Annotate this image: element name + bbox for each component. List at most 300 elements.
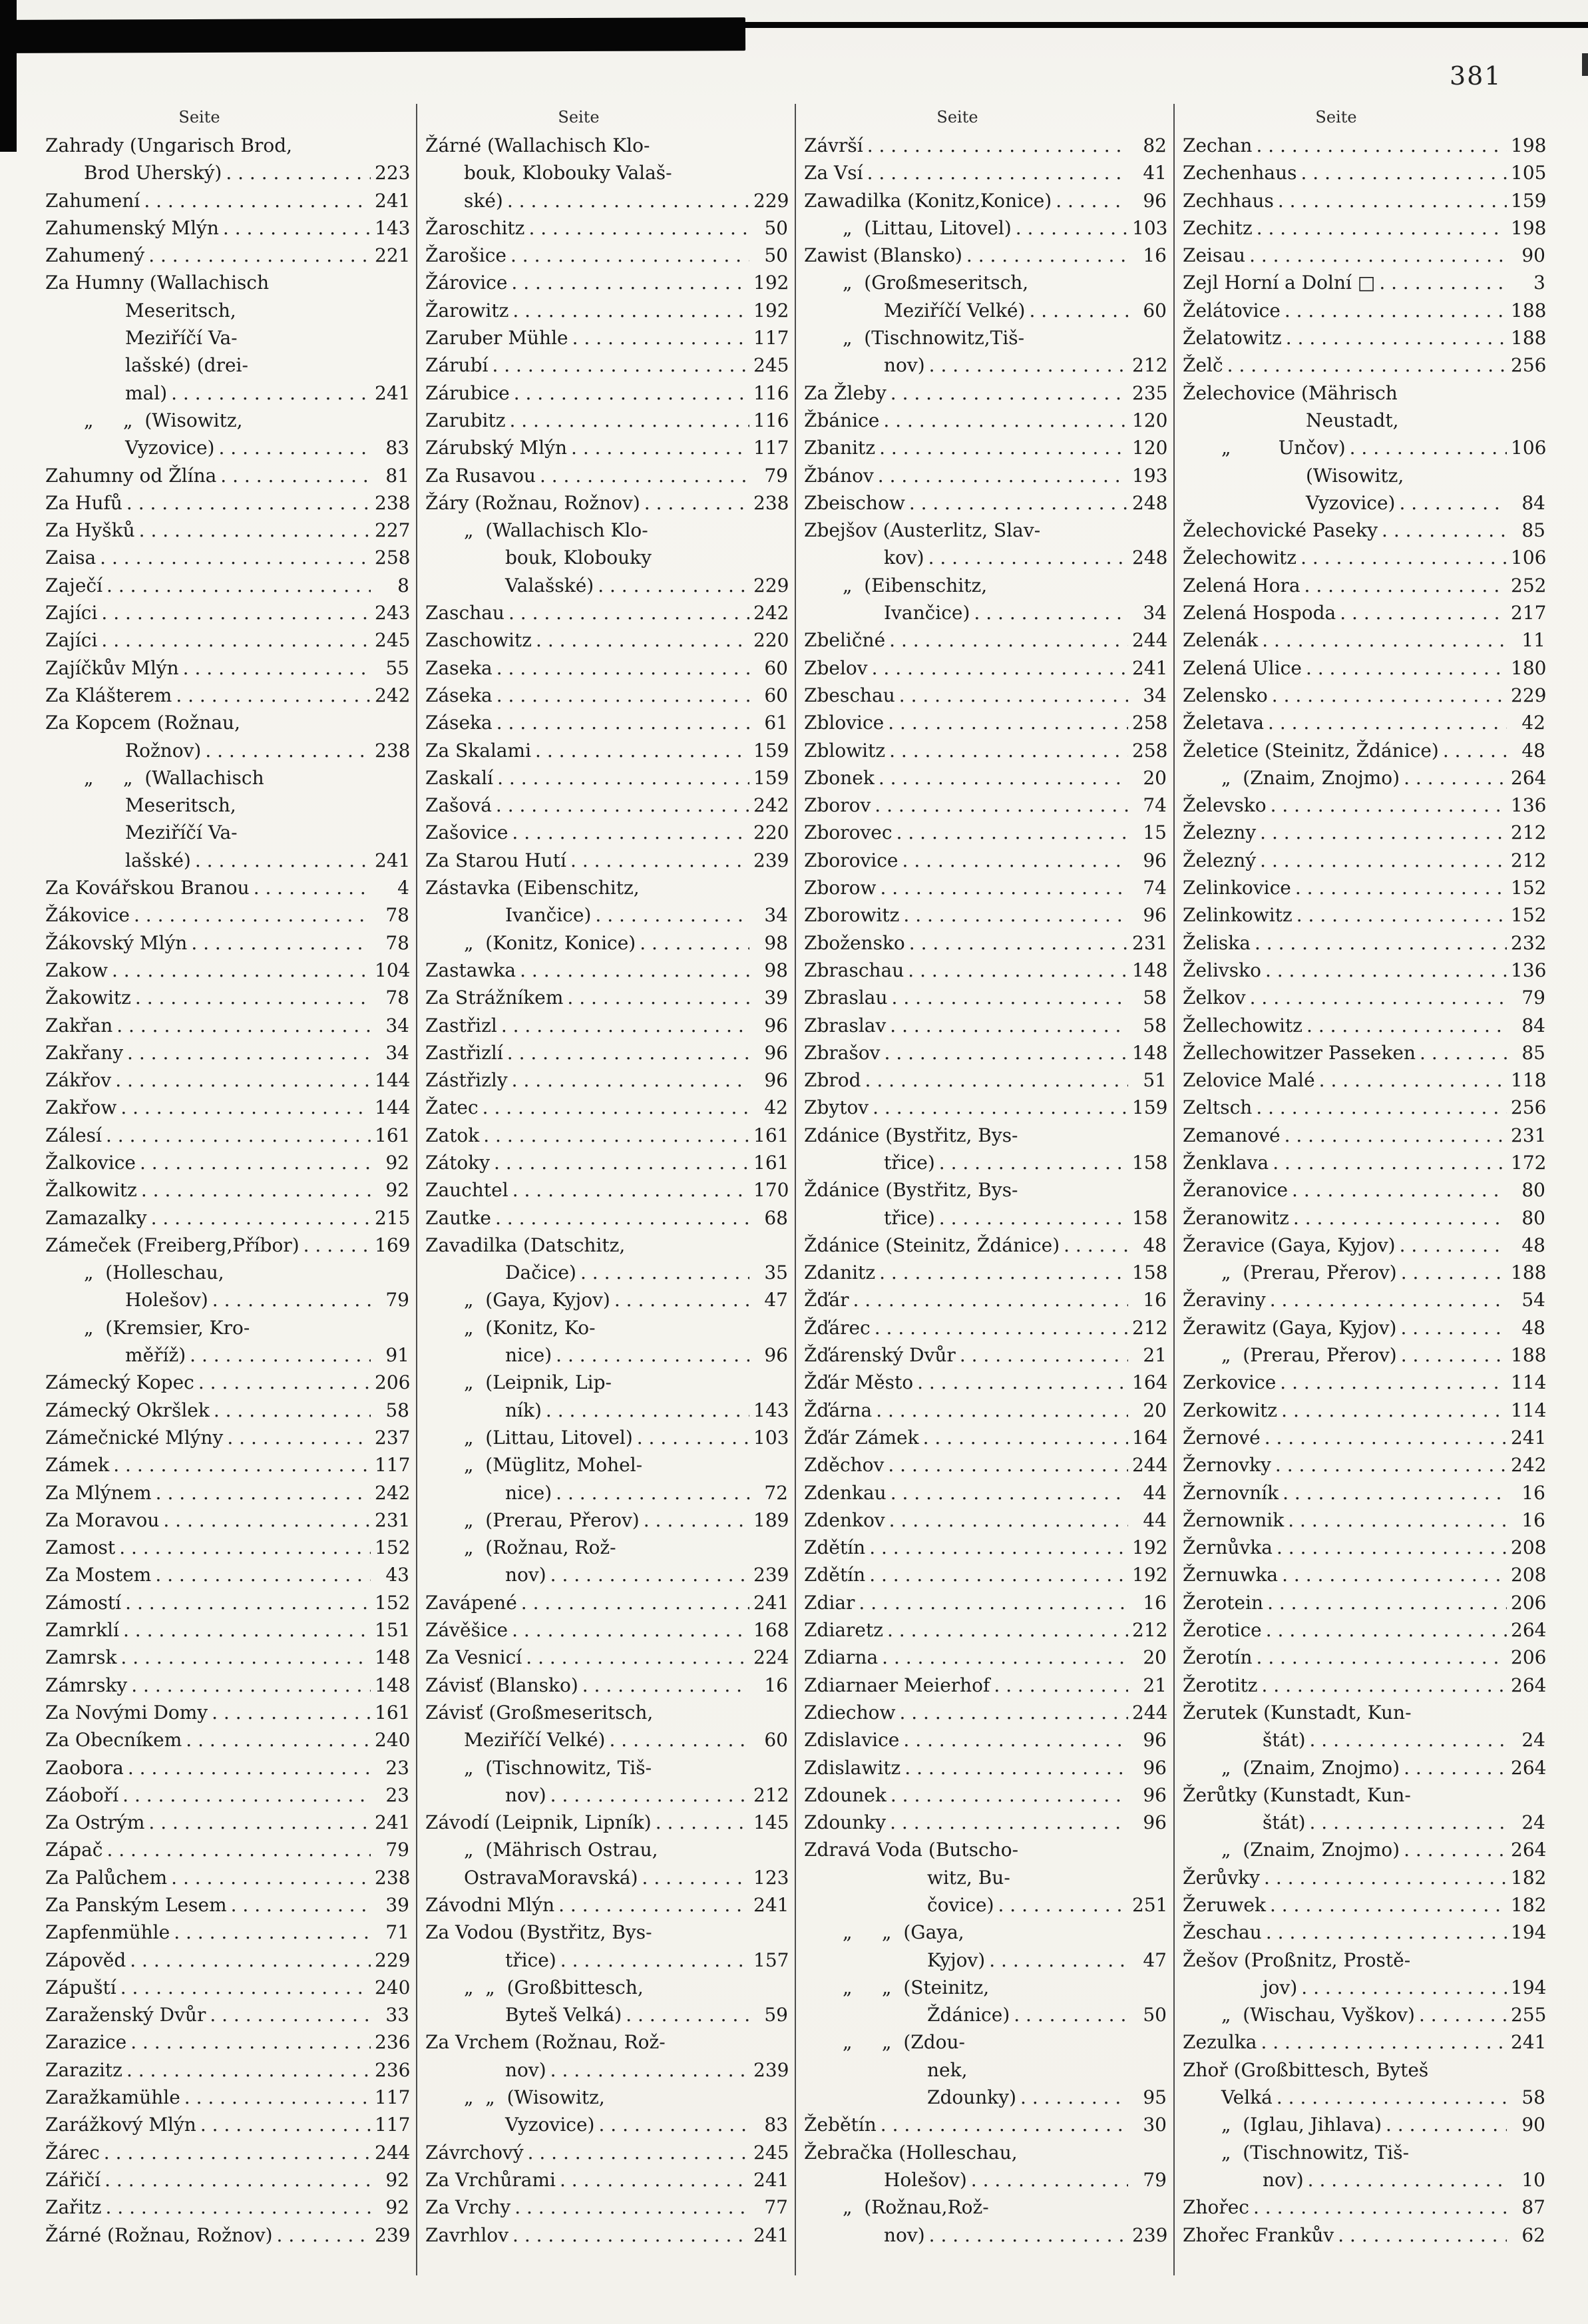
entry-page-number: 48: [1521, 1316, 1545, 1339]
dot-leader: [572, 324, 749, 351]
entry-page-number: 242: [753, 794, 789, 817]
entry-page-number: 106: [1511, 547, 1547, 569]
index-entry-line: [425, 2001, 788, 2028]
entry-text: Zaisa: [45, 547, 97, 569]
entry-page-number: 34: [764, 904, 788, 927]
dot-leader: [1260, 847, 1507, 874]
entry-text: Závisť (Großmeseritsch,: [425, 1701, 654, 1724]
index-entry-line: [45, 544, 409, 571]
index-entry-line: [425, 1204, 788, 1232]
entry-page-number: 192: [753, 272, 789, 294]
entry-page-number: 96: [764, 1344, 788, 1367]
entry-text: „ „ (Steinitz,: [843, 1976, 990, 1998]
index-entry-line: [425, 1947, 788, 1974]
index-entry-line: [1183, 1314, 1545, 1341]
entry-text: Zámečnické Mlýny: [45, 1426, 224, 1449]
dot-leader: [867, 159, 1128, 186]
dot-leader: [891, 1781, 1128, 1809]
index-entry-line: [804, 1232, 1167, 1259]
entry-text: Zdánice (Bystřitz, Bys-: [804, 1124, 1018, 1146]
entry-text: Zaskalí: [425, 766, 494, 789]
dot-leader: [130, 1947, 371, 1974]
index-entry-line: [45, 1039, 409, 1066]
entry-text: Za Vesnicí: [425, 1646, 522, 1669]
entry-text: „ (Konitz, Ko-: [464, 1316, 596, 1339]
entry-page-number: 20: [1143, 1646, 1167, 1669]
index-entry-line: [425, 1891, 788, 1919]
index-entry-line: [804, 1039, 1167, 1066]
dot-leader: [902, 847, 1128, 874]
dot-leader: [521, 1589, 749, 1616]
entry-page-number: 158: [1132, 1262, 1168, 1284]
entry-text: „ (Prerau, Přerov): [1221, 1344, 1397, 1367]
entry-page-number: 96: [764, 1069, 788, 1092]
index-column: [795, 104, 1173, 2275]
entry-page-number: 91: [385, 1344, 409, 1367]
entry-page-number: 161: [753, 1151, 789, 1174]
index-entry-line: [804, 517, 1167, 544]
entry-text: Žešov (Proßnitz, Prostě-: [1183, 1949, 1411, 1971]
index-entry-line: [45, 2056, 409, 2084]
index-columns: [37, 104, 1552, 2275]
dot-leader: [878, 462, 1128, 489]
dot-leader: [151, 1204, 371, 1232]
dot-leader: [875, 792, 1128, 819]
entry-page-number: 98: [764, 931, 788, 954]
index-entry-line: [804, 1094, 1167, 1121]
entry-page-number: 237: [375, 1426, 411, 1449]
index-entry-line: [1183, 297, 1545, 324]
dot-leader: [1268, 709, 1507, 736]
entry-page-number: 248: [1132, 547, 1168, 569]
dot-leader: [896, 819, 1128, 846]
index-entry-line: [1183, 929, 1545, 957]
dot-leader: [501, 1012, 749, 1039]
entry-page-number: 143: [753, 1399, 789, 1421]
entry-page-number: 39: [385, 1894, 409, 1916]
index-entry-line: [1183, 709, 1545, 736]
entry-text: Zbanitz: [804, 437, 876, 459]
entry-text: štát): [1263, 1729, 1306, 1751]
dot-leader: [644, 489, 749, 517]
entry-page-number: 96: [1143, 1729, 1167, 1751]
index-entry-line: [804, 1451, 1167, 1479]
index-entry-line: [45, 489, 409, 517]
entry-text: Žárec: [45, 2141, 100, 2164]
index-entry-line: [45, 1589, 409, 1616]
dot-leader: [888, 709, 1128, 736]
index-entry-line: [45, 682, 409, 709]
index-entry-line: [804, 159, 1167, 186]
entry-text: Zbrod: [804, 1069, 861, 1092]
entry-page-number: 117: [753, 327, 789, 349]
entry-page-number: 152: [375, 1591, 411, 1614]
entry-page-number: 60: [1143, 299, 1167, 322]
entry-text: Zbraslau: [804, 987, 888, 1009]
index-entry-line: [1183, 1809, 1545, 1836]
dot-leader: [1420, 1039, 1507, 1066]
index-entry-line: [804, 379, 1167, 407]
index-entry-line: [45, 929, 409, 957]
entry-page-number: 78: [385, 904, 409, 927]
index-entry-line: [45, 1341, 409, 1369]
index-entry-line: [1183, 764, 1545, 792]
index-entry-line: [804, 1726, 1167, 1753]
entry-text: Zárubice: [425, 381, 510, 404]
entry-text: ník): [505, 1399, 542, 1421]
entry-page-number: 80: [1521, 1206, 1545, 1229]
dot-leader: [656, 1809, 749, 1836]
entry-page-number: 43: [385, 1564, 409, 1586]
entry-page-number: 231: [375, 1509, 411, 1531]
index-entry-line: [1183, 1947, 1545, 1974]
dot-leader: [174, 1919, 371, 1946]
index-entry-line: [1183, 214, 1545, 242]
entry-text: Zdravá Voda (Butscho-: [804, 1839, 1019, 1861]
entry-page-number: 264: [1511, 766, 1547, 789]
dot-leader: [126, 489, 371, 517]
dot-leader: [1443, 737, 1507, 764]
entry-text: Želatowitz: [1183, 327, 1282, 349]
entry-text: „ (Kremsier, Kro-: [84, 1316, 250, 1339]
dot-leader: [1029, 297, 1128, 324]
entry-page-number: 208: [1511, 1536, 1547, 1559]
entry-page-number: 92: [385, 1179, 409, 1202]
dot-leader: [116, 1012, 371, 1039]
dot-leader: [220, 462, 371, 489]
dot-leader: [113, 1451, 371, 1479]
entry-page-number: 83: [385, 437, 409, 459]
entry-text: nov): [505, 1564, 546, 1586]
entry-page-number: 106: [1511, 437, 1547, 459]
entry-text: Želiska: [1183, 931, 1251, 954]
dot-leader: [512, 1176, 749, 1204]
entry-text: „ (Rožnau, Rož-: [464, 1536, 616, 1559]
dot-leader: [909, 929, 1128, 957]
entry-page-number: 44: [1143, 1481, 1167, 1504]
entry-text: čovice): [927, 1894, 994, 1916]
index-entry-line: [1183, 874, 1545, 901]
entry-text: Zerkowitz: [1183, 1399, 1278, 1421]
index-entry-line: [45, 1204, 409, 1232]
dot-leader: [106, 1836, 371, 1863]
entry-text: OstravaMoravská): [464, 1866, 638, 1889]
entry-text: Zdenkau: [804, 1481, 887, 1504]
entry-text: „ (Wischau, Vyškov): [1221, 2004, 1415, 2026]
entry-text: „ (Tischnowitz, Tiš-: [464, 1756, 652, 1779]
index-entry-line: [1183, 2084, 1545, 2111]
entry-text: Meziříčí Va-: [125, 821, 238, 844]
dot-leader: [892, 984, 1128, 1011]
entry-text: Zdanitz: [804, 1262, 876, 1284]
index-entry-line: [1183, 269, 1545, 296]
dot-leader: [1267, 1589, 1507, 1616]
scan-artifact-top-line: [740, 22, 1588, 28]
index-entry-line: [804, 682, 1167, 709]
entry-page-number: 50: [1143, 2004, 1167, 2026]
entry-page-number: 220: [753, 629, 789, 652]
entry-text: Zdounky): [927, 2086, 1017, 2109]
index-entry-line: [425, 1644, 788, 1671]
entry-text: „ (Znaim, Znojmo): [1221, 1839, 1400, 1861]
index-entry-line: [1183, 1012, 1545, 1039]
entry-page-number: 143: [375, 216, 411, 239]
entry-text: Zatok: [425, 1124, 480, 1146]
index-entry-line: [1183, 2001, 1545, 2028]
entry-text: Zborov: [804, 794, 871, 817]
index-entry-line: [1183, 1836, 1545, 1863]
index-entry-line: [45, 2194, 409, 2221]
entry-text: Za Vodou (Bystřitz, Bys-: [425, 1921, 652, 1944]
entry-page-number: 117: [753, 437, 789, 459]
entry-text: Zdislawitz: [804, 1756, 901, 1779]
index-entry-line: [45, 1891, 409, 1919]
entry-page-number: 169: [375, 1234, 411, 1256]
dot-leader: [899, 682, 1128, 709]
entry-page-number: 240: [375, 1976, 411, 1998]
index-entry-line: [1183, 2194, 1545, 2221]
entry-page-number: 157: [753, 1949, 789, 1971]
entry-page-number: 245: [375, 629, 411, 652]
index-entry-line: [45, 1259, 409, 1286]
entry-text: Žeranowitz: [1183, 1206, 1289, 1229]
dot-leader: [1275, 1451, 1507, 1479]
index-entry-line: [425, 1589, 788, 1616]
entry-page-number: 244: [375, 2141, 411, 2164]
index-entry-line: [425, 1314, 788, 1341]
entry-text: „ (Tischnowitz,Tiš-: [843, 327, 1025, 349]
entry-text: Vyzovice): [1306, 491, 1396, 514]
index-entry-line: [804, 132, 1167, 159]
index-entry-line: [804, 1122, 1167, 1149]
dot-leader: [122, 1781, 371, 1809]
dot-leader: [891, 379, 1128, 407]
dot-leader: [873, 1094, 1128, 1121]
entry-text: Žatec: [425, 1096, 479, 1119]
index-entry-line: [804, 2166, 1167, 2194]
dot-leader: [1227, 351, 1507, 379]
entry-text: Želivsko: [1183, 959, 1261, 981]
index-entry-line: [45, 2028, 409, 2056]
entry-text: Zelená Hora: [1183, 574, 1300, 596]
index-entry-line: [804, 654, 1167, 682]
entry-page-number: 55: [385, 656, 409, 679]
entry-page-number: 117: [375, 1454, 411, 1477]
entry-text: Žarowitz: [425, 299, 509, 322]
entry-page-number: 120: [1132, 437, 1168, 459]
entry-text: jov): [1263, 1976, 1298, 1998]
index-entry-line: [425, 654, 788, 682]
entry-text: Za Ostrým: [45, 1811, 145, 1834]
entry-text: „ (Littau, Litovel): [843, 216, 1012, 239]
entry-page-number: 240: [375, 1729, 411, 1751]
entry-text: Žalkowitz: [45, 1179, 137, 1202]
index-entry-line: [804, 1864, 1167, 1891]
dot-leader: [960, 1341, 1128, 1369]
column-header-seite: Seite: [936, 108, 978, 126]
index-entry-line: [804, 1369, 1167, 1396]
index-entry-line: [45, 1176, 409, 1204]
entry-text: Za Hyšků: [45, 519, 135, 542]
dot-leader: [101, 626, 371, 654]
entry-text: Zápověd: [45, 1949, 126, 1971]
index-entry-line: [804, 2111, 1167, 2138]
entry-text: Zárubí: [425, 354, 489, 377]
entry-text: Za Mostem: [45, 1564, 152, 1586]
index-entry-line: [1183, 1397, 1545, 1424]
entry-page-number: 192: [1132, 1564, 1168, 1586]
entry-page-number: 264: [1511, 1756, 1547, 1779]
entry-page-number: 239: [753, 2058, 789, 2081]
entry-list: [425, 132, 788, 2249]
entry-page-number: 227: [375, 519, 411, 542]
entry-page-number: 241: [753, 1591, 789, 1614]
index-entry-line: [425, 544, 788, 571]
entry-page-number: 224: [753, 1646, 789, 1669]
entry-text: „ „ (Wallachisch: [84, 766, 264, 789]
entry-page-number: 48: [1143, 1234, 1167, 1256]
dot-leader: [546, 1397, 749, 1424]
entry-text: Zakřow: [45, 1096, 117, 1119]
entry-page-number: 241: [753, 2223, 789, 2246]
dot-leader: [550, 2056, 749, 2084]
entry-text: Zelená Hospoda: [1183, 602, 1336, 624]
index-entry-line: [1183, 1039, 1545, 1066]
index-entry-line: [1183, 462, 1545, 489]
dot-leader: [226, 159, 371, 186]
index-entry-line: [804, 1424, 1167, 1451]
index-entry-line: [425, 2056, 788, 2084]
entry-text: Želátovice: [1183, 299, 1281, 322]
entry-text: Zelenák: [1183, 629, 1259, 652]
dot-leader: [644, 1507, 749, 1534]
entry-text: Žeranovice: [1183, 1179, 1289, 1202]
entry-page-number: 241: [375, 849, 411, 871]
entry-text: Za Vrchem (Rožnau, Rož-: [425, 2031, 666, 2054]
index-entry-line: [804, 297, 1167, 324]
entry-page-number: 244: [1132, 629, 1168, 652]
entry-text: Žďár Město: [804, 1371, 914, 1394]
entry-page-number: 47: [764, 1289, 788, 1311]
index-entry-line: [45, 407, 409, 434]
dot-leader: [1249, 242, 1507, 269]
index-entry-line: [45, 1534, 409, 1561]
dot-leader: [1310, 1809, 1507, 1836]
dot-leader: [126, 2056, 371, 2084]
dot-leader: [1265, 957, 1507, 984]
index-entry-line: [804, 599, 1167, 626]
index-entry-line: [1183, 626, 1545, 654]
index-entry-line: [1183, 2139, 1545, 2166]
entry-text: Zahrady (Ungarisch Brod,: [45, 134, 293, 156]
entry-page-number: 242: [375, 1481, 411, 1504]
dot-leader: [917, 1369, 1128, 1396]
entry-text: Zastawka: [425, 959, 516, 981]
entry-text: Zaobora: [45, 1756, 124, 1779]
dot-leader: [560, 1947, 749, 1974]
entry-text: třice): [884, 1151, 935, 1174]
entry-text: Zajíčkův Mlýn: [45, 656, 179, 679]
index-entry-line: [804, 572, 1167, 599]
entry-page-number: 208: [1511, 1564, 1547, 1586]
index-entry-line: [45, 957, 409, 984]
dot-leader: [598, 572, 749, 599]
entry-text: Zálesí: [45, 1124, 102, 1146]
index-entry-line: [45, 1561, 409, 1588]
index-entry-line: [1183, 1974, 1545, 2001]
dot-leader: [867, 132, 1128, 159]
dot-leader: [1256, 132, 1507, 159]
index-entry-line: [804, 1314, 1167, 1341]
dot-leader: [879, 434, 1128, 461]
dot-leader: [183, 654, 371, 682]
entry-page-number: 206: [1511, 1591, 1547, 1614]
entry-page-number: 16: [1143, 244, 1167, 267]
dot-leader: [191, 929, 371, 957]
entry-text: Zezulka: [1183, 2031, 1257, 2054]
entry-text: Žernovky: [1183, 1454, 1271, 1477]
dot-leader: [198, 1369, 371, 1396]
entry-text: Záseka: [425, 712, 493, 734]
dot-leader: [1292, 1176, 1507, 1204]
index-entry-line: [425, 269, 788, 296]
entry-page-number: 164: [1132, 1371, 1168, 1394]
index-entry-line: [45, 599, 409, 626]
entry-page-number: 82: [1143, 134, 1167, 156]
dot-leader: [1401, 1259, 1507, 1286]
entry-text: Zelinkowitz: [1183, 904, 1292, 927]
entry-text: „ (Prerau, Přerov): [1221, 1262, 1397, 1284]
entry-text: „ (Gaya, Kyjov): [464, 1289, 610, 1311]
index-entry-line: [45, 214, 409, 242]
entry-page-number: 21: [1143, 1344, 1167, 1367]
index-entry-line: [45, 1286, 409, 1313]
dot-leader: [1264, 1864, 1507, 1891]
index-entry-line: [1183, 599, 1545, 626]
index-entry-line: [804, 2139, 1167, 2166]
index-entry-line: [804, 462, 1167, 489]
entry-page-number: 206: [1511, 1646, 1547, 1669]
dot-leader: [966, 242, 1128, 269]
entry-text: Meseritsch,: [125, 794, 236, 817]
index-entry-line: [425, 351, 788, 379]
index-entry-line: [45, 792, 409, 819]
entry-text: Zápuští: [45, 1976, 116, 1998]
index-entry-line: [45, 737, 409, 764]
index-entry-line: [45, 324, 409, 351]
entry-page-number: 20: [1143, 766, 1167, 789]
index-entry-line: [804, 901, 1167, 929]
entry-page-number: 243: [375, 602, 411, 624]
entry-page-number: 79: [1143, 2168, 1167, 2191]
entry-text: Žákovice: [45, 904, 130, 927]
index-entry-line: [1183, 489, 1545, 517]
index-entry-line: [45, 2084, 409, 2111]
dot-leader: [928, 544, 1128, 571]
entry-page-number: 96: [764, 1041, 788, 1064]
entry-text: Zakow: [45, 959, 108, 981]
entry-page-number: 48: [1521, 739, 1545, 762]
index-entry-line: [804, 1589, 1167, 1616]
dot-leader: [1404, 764, 1507, 792]
index-entry-line: [1183, 159, 1545, 186]
entry-text: (Wisowitz,: [1306, 464, 1404, 487]
dot-leader: [509, 407, 749, 434]
index-entry-line: [45, 1616, 409, 1644]
index-entry-line: [1183, 1699, 1545, 1726]
entry-text: Za Klášterem: [45, 684, 172, 706]
entry-page-number: 96: [1143, 189, 1167, 212]
